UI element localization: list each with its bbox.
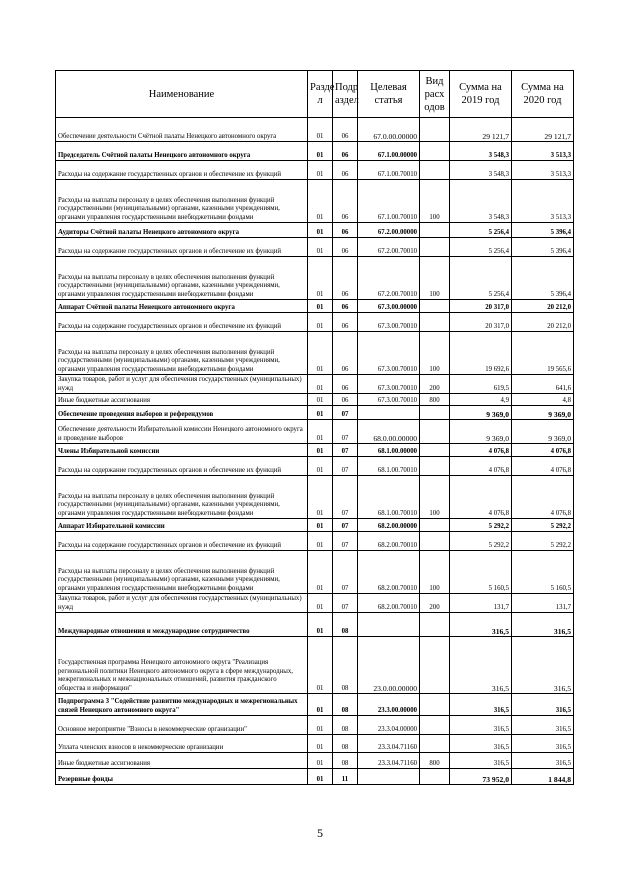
cell-target: 67.3.00.70010	[358, 332, 420, 375]
budget-table	[55, 70, 574, 785]
cell-sum-2020: 19 565,6	[512, 332, 574, 375]
cell-sum-2019: 3 548,3	[450, 180, 512, 223]
cell-sum-2020: 4 076,8	[512, 444, 574, 457]
cell-podrazdel: 06	[333, 375, 358, 394]
cell-vid: 800	[420, 394, 450, 406]
table-row	[56, 457, 574, 476]
table-row	[56, 300, 574, 313]
cell-sum-2020: 20 212,0	[512, 300, 574, 313]
cell-podrazdel: 06	[333, 300, 358, 313]
header-vid: Вид расх одов	[420, 71, 450, 118]
cell-razdel: 01	[308, 637, 333, 694]
table-row	[56, 594, 574, 613]
cell-target: 68.1.00.00000	[358, 444, 420, 457]
cell-name: Закупка товаров, работ и услуг для обеспечения государственных (муниципальных) нужд	[56, 375, 308, 394]
cell-vid	[420, 118, 450, 142]
cell-sum-2019: 20 317,0	[450, 313, 512, 332]
cell-podrazdel: 06	[333, 161, 358, 180]
cell-name: Расходы на содержание государственных органов и обеспечение их функций	[56, 313, 308, 332]
cell-vid	[420, 716, 450, 735]
cell-name: Международные отношения и международное сотрудничество	[56, 613, 308, 637]
cell-sum-2019: 4 076,8	[450, 457, 512, 476]
table-row	[56, 142, 574, 161]
cell-name: Основное мероприятие "Взносы в некоммерческие организации"	[56, 716, 308, 735]
cell-vid	[420, 300, 450, 313]
cell-sum-2019: 4 076,8	[450, 444, 512, 457]
cell-razdel: 01	[308, 716, 333, 735]
cell-sum-2019: 73 952,0	[450, 769, 512, 785]
cell-vid	[420, 223, 450, 238]
cell-sum-2019: 9 369,0	[450, 406, 512, 420]
cell-sum-2019: 29 121,7	[450, 118, 512, 142]
cell-name: Расходы на содержание государственных органов и обеспечение их функций	[56, 238, 308, 257]
cell-target: 67.3.00.00000	[358, 300, 420, 313]
cell-podrazdel: 08	[333, 613, 358, 637]
cell-target: 68.2.00.00000	[358, 519, 420, 532]
cell-sum-2019: 5 256,4	[450, 223, 512, 238]
cell-sum-2019: 19 692,6	[450, 332, 512, 375]
table-header	[56, 71, 574, 118]
cell-target: 67.1.00.70010	[358, 180, 420, 223]
cell-podrazdel: 07	[333, 532, 358, 551]
cell-target: 68.1.00.70010	[358, 457, 420, 476]
cell-sum-2020: 316,5	[512, 735, 574, 753]
cell-name: Закупка товаров, работ и услуг для обеспечения государственных (муниципальных) нужд	[56, 594, 308, 613]
table-row	[56, 551, 574, 594]
table-row	[56, 394, 574, 406]
cell-vid	[420, 735, 450, 753]
cell-target: 68.0.00.00000	[358, 420, 420, 444]
cell-sum-2019: 316,5	[450, 753, 512, 769]
cell-razdel: 01	[308, 476, 333, 519]
cell-podrazdel: 06	[333, 238, 358, 257]
cell-sum-2020: 3 513,3	[512, 161, 574, 180]
cell-razdel: 01	[308, 532, 333, 551]
cell-vid: 200	[420, 375, 450, 394]
cell-name: Обеспечение проведения выборов и референдумов	[56, 406, 308, 420]
cell-podrazdel: 06	[333, 394, 358, 406]
cell-razdel: 01	[308, 519, 333, 532]
cell-name: Государственная программа Ненецкого автономного округа "Реализация региональной политики Ненецкого автономного округа в сфере международных, межрегиональных и межнациональных отношений, развития гражданского общества и информации"	[56, 637, 308, 694]
table-row	[56, 735, 574, 753]
cell-name: Расходы на содержание государственных органов и обеспечение их функций	[56, 161, 308, 180]
cell-name: Аппарат Счётной палаты Ненецкого автономного округа	[56, 300, 308, 313]
cell-vid: 100	[420, 551, 450, 594]
table-row	[56, 375, 574, 394]
cell-podrazdel: 06	[333, 332, 358, 375]
cell-podrazdel: 07	[333, 444, 358, 457]
cell-podrazdel: 08	[333, 637, 358, 694]
cell-razdel: 01	[308, 313, 333, 332]
cell-target	[358, 406, 420, 420]
cell-sum-2019: 5 292,2	[450, 532, 512, 551]
cell-razdel: 01	[308, 735, 333, 753]
cell-sum-2019: 316,5	[450, 694, 512, 716]
cell-target: 67.2.00.70010	[358, 238, 420, 257]
cell-razdel: 01	[308, 142, 333, 161]
cell-name: Расходы на выплаты персоналу в целях обеспечения выполнения функций государственными (муниципальными) органами, казенными учреждениями, органами управления государственными внебюджетными фондами	[56, 476, 308, 519]
table-row	[56, 223, 574, 238]
cell-podrazdel: 07	[333, 594, 358, 613]
cell-razdel: 01	[308, 444, 333, 457]
cell-sum-2019: 4,9	[450, 394, 512, 406]
cell-target: 67.1.00.70010	[358, 161, 420, 180]
cell-razdel: 01	[308, 300, 333, 313]
cell-podrazdel: 11	[333, 769, 358, 785]
cell-sum-2019: 316,5	[450, 735, 512, 753]
cell-sum-2019: 3 548,3	[450, 142, 512, 161]
cell-sum-2020: 316,5	[512, 613, 574, 637]
cell-vid	[420, 238, 450, 257]
table-row	[56, 444, 574, 457]
cell-podrazdel: 07	[333, 457, 358, 476]
cell-target: 23.3.00.00000	[358, 694, 420, 716]
cell-name: Расходы на выплаты персоналу в целях обеспечения выполнения функций государственными (муниципальными) органами, казенными учреждениями, органами управления государственными внебюджетными фондами	[56, 180, 308, 223]
cell-sum-2020: 5 396,4	[512, 238, 574, 257]
cell-target: 23.3.04.00000	[358, 716, 420, 735]
cell-target: 67.3.00.70010	[358, 313, 420, 332]
cell-razdel: 01	[308, 375, 333, 394]
cell-name: Обеспечение деятельности Избирательной комиссии Ненецкого автономного округа и проведение выборов	[56, 420, 308, 444]
cell-name: Резервные фонды	[56, 769, 308, 785]
cell-podrazdel: 08	[333, 735, 358, 753]
table-row	[56, 519, 574, 532]
cell-sum-2020: 4 076,8	[512, 457, 574, 476]
cell-vid	[420, 161, 450, 180]
cell-vid	[420, 519, 450, 532]
cell-target: 68.1.00.70010	[358, 476, 420, 519]
cell-vid	[420, 444, 450, 457]
cell-razdel: 01	[308, 769, 333, 785]
cell-vid	[420, 142, 450, 161]
cell-name: Аппарат Избирательной комиссии	[56, 519, 308, 532]
header-podrazdel: Подр аздел	[333, 71, 358, 118]
budget-page	[55, 70, 573, 785]
cell-sum-2019: 5 292,2	[450, 519, 512, 532]
table-row	[56, 313, 574, 332]
cell-sum-2019: 4 076,8	[450, 476, 512, 519]
header-razdel: Разде л	[308, 71, 333, 118]
cell-target: 67.1.00.00000	[358, 142, 420, 161]
cell-razdel: 01	[308, 257, 333, 300]
cell-sum-2020: 641,6	[512, 375, 574, 394]
table-row	[56, 637, 574, 694]
cell-razdel: 01	[308, 223, 333, 238]
cell-razdel: 01	[308, 332, 333, 375]
cell-vid	[420, 457, 450, 476]
cell-podrazdel: 06	[333, 223, 358, 238]
cell-sum-2019: 5 256,4	[450, 238, 512, 257]
cell-vid: 200	[420, 594, 450, 613]
cell-sum-2019: 5 160,5	[450, 551, 512, 594]
table-row	[56, 769, 574, 785]
table-row	[56, 161, 574, 180]
cell-name: Аудиторы Счётной палаты Ненецкого автономного округа	[56, 223, 308, 238]
cell-razdel: 01	[308, 180, 333, 223]
cell-podrazdel: 08	[333, 716, 358, 735]
cell-sum-2019: 20 317,0	[450, 300, 512, 313]
cell-vid: 100	[420, 180, 450, 223]
cell-target: 68.2.00.70010	[358, 551, 420, 594]
cell-name: Члены Избирательной комиссии	[56, 444, 308, 457]
cell-name: Иные бюджетные ассигнования	[56, 394, 308, 406]
cell-target: 67.0.00.00000	[358, 118, 420, 142]
cell-sum-2019: 5 256,4	[450, 257, 512, 300]
cell-vid	[420, 313, 450, 332]
cell-sum-2020: 316,5	[512, 753, 574, 769]
cell-podrazdel: 08	[333, 694, 358, 716]
cell-target	[358, 613, 420, 637]
cell-razdel: 01	[308, 118, 333, 142]
cell-sum-2020: 5 396,4	[512, 257, 574, 300]
table-row	[56, 694, 574, 716]
cell-sum-2019: 316,5	[450, 716, 512, 735]
cell-vid	[420, 694, 450, 716]
cell-target	[358, 769, 420, 785]
cell-target: 67.3.00.70010	[358, 394, 420, 406]
cell-name: Обеспечение деятельности Счётной палаты Ненецкого автономного округа	[56, 118, 308, 142]
cell-razdel: 01	[308, 394, 333, 406]
cell-razdel: 01	[308, 457, 333, 476]
table-row	[56, 332, 574, 375]
cell-sum-2020: 5 292,2	[512, 532, 574, 551]
cell-vid: 100	[420, 476, 450, 519]
cell-sum-2020: 9 369,0	[512, 406, 574, 420]
table-row	[56, 716, 574, 735]
cell-name: Иные бюджетные ассигнования	[56, 753, 308, 769]
cell-vid: 100	[420, 257, 450, 300]
cell-vid: 100	[420, 332, 450, 375]
cell-name: Расходы на выплаты персоналу в целях обеспечения выполнения функций государственными (муниципальными) органами, казенными учреждениями, органами управления государственными внебюджетными фондами	[56, 551, 308, 594]
cell-razdel: 01	[308, 161, 333, 180]
header-target: Целевая статья	[358, 71, 420, 118]
cell-podrazdel: 06	[333, 313, 358, 332]
table-row	[56, 420, 574, 444]
cell-target: 23.0.00.00000	[358, 637, 420, 694]
cell-razdel: 01	[308, 613, 333, 637]
cell-target: 68.2.00.70010	[358, 594, 420, 613]
cell-sum-2019: 316,5	[450, 637, 512, 694]
cell-razdel: 01	[308, 406, 333, 420]
table-row	[56, 118, 574, 142]
table-body	[56, 118, 574, 785]
cell-sum-2020: 316,5	[512, 694, 574, 716]
cell-target: 68.2.00.70010	[358, 532, 420, 551]
header-sum-2019: Сумма на 2019 год	[450, 71, 512, 118]
cell-sum-2020: 4 076,8	[512, 476, 574, 519]
cell-name: Подпрограмма 3 "Содействие развитию международных и межрегиональных связей Ненецкого автономного округа"	[56, 694, 308, 716]
cell-sum-2020: 5 292,2	[512, 519, 574, 532]
cell-razdel: 01	[308, 238, 333, 257]
cell-sum-2020: 9 369,0	[512, 420, 574, 444]
cell-target: 67.2.00.70010	[358, 257, 420, 300]
cell-sum-2020: 316,5	[512, 637, 574, 694]
cell-target: 67.3.00.70010	[358, 375, 420, 394]
cell-razdel: 01	[308, 551, 333, 594]
cell-target: 67.2.00.00000	[358, 223, 420, 238]
cell-podrazdel: 06	[333, 180, 358, 223]
cell-sum-2019: 9 369,0	[450, 420, 512, 444]
cell-name: Расходы на содержание государственных органов и обеспечение их функций	[56, 532, 308, 551]
page-number: 5	[317, 826, 323, 840]
cell-sum-2020: 3 513,3	[512, 180, 574, 223]
cell-sum-2020: 29 121,7	[512, 118, 574, 142]
table-row	[56, 238, 574, 257]
cell-podrazdel: 07	[333, 420, 358, 444]
cell-sum-2020: 1 844,8	[512, 769, 574, 785]
cell-sum-2019: 619,5	[450, 375, 512, 394]
cell-target: 23.3.04.71160	[358, 753, 420, 769]
cell-vid	[420, 420, 450, 444]
cell-sum-2020: 316,5	[512, 716, 574, 735]
cell-vid: 800	[420, 753, 450, 769]
cell-podrazdel: 07	[333, 519, 358, 532]
cell-razdel: 01	[308, 694, 333, 716]
cell-razdel: 01	[308, 594, 333, 613]
cell-podrazdel: 08	[333, 753, 358, 769]
cell-razdel: 01	[308, 420, 333, 444]
cell-name: Председатель Счётной палаты Ненецкого автономного округа	[56, 142, 308, 161]
cell-sum-2020: 3 513,3	[512, 142, 574, 161]
cell-vid	[420, 406, 450, 420]
cell-podrazdel: 07	[333, 551, 358, 594]
cell-vid	[420, 769, 450, 785]
cell-target: 23.3.04.71160	[358, 735, 420, 753]
cell-sum-2019: 316,5	[450, 613, 512, 637]
cell-sum-2020: 20 212,0	[512, 313, 574, 332]
table-row	[56, 532, 574, 551]
cell-name: Расходы на выплаты персоналу в целях обеспечения выполнения функций государственными (муниципальными) органами, казенными учреждениями, органами управления государственными внебюджетными фондами	[56, 332, 308, 375]
cell-podrazdel: 06	[333, 142, 358, 161]
table-row	[56, 476, 574, 519]
cell-razdel: 01	[308, 753, 333, 769]
table-row	[56, 180, 574, 223]
cell-name: Расходы на выплаты персоналу в целях обеспечения выполнения функций государственными (муниципальными) органами, казенными учреждениями, органами управления государственными внебюджетными фондами	[56, 257, 308, 300]
cell-podrazdel: 07	[333, 476, 358, 519]
table-row	[56, 753, 574, 769]
cell-sum-2020: 5 160,5	[512, 551, 574, 594]
cell-sum-2020: 4,8	[512, 394, 574, 406]
cell-podrazdel: 07	[333, 406, 358, 420]
cell-vid	[420, 637, 450, 694]
cell-podrazdel: 06	[333, 257, 358, 300]
cell-sum-2019: 3 548,3	[450, 161, 512, 180]
cell-vid	[420, 613, 450, 637]
cell-sum-2020: 131,7	[512, 594, 574, 613]
table-row	[56, 613, 574, 637]
cell-name: Уплата членских взносов в некоммерческие организации	[56, 735, 308, 753]
cell-sum-2020: 5 396,4	[512, 223, 574, 238]
cell-vid	[420, 532, 450, 551]
header-name: Наименование	[56, 71, 308, 118]
table-row	[56, 406, 574, 420]
table-row	[56, 257, 574, 300]
cell-name: Расходы на содержание государственных органов и обеспечение их функций	[56, 457, 308, 476]
header-sum-2020: Сумма на 2020 год	[512, 71, 574, 118]
cell-podrazdel: 06	[333, 118, 358, 142]
cell-sum-2019: 131,7	[450, 594, 512, 613]
